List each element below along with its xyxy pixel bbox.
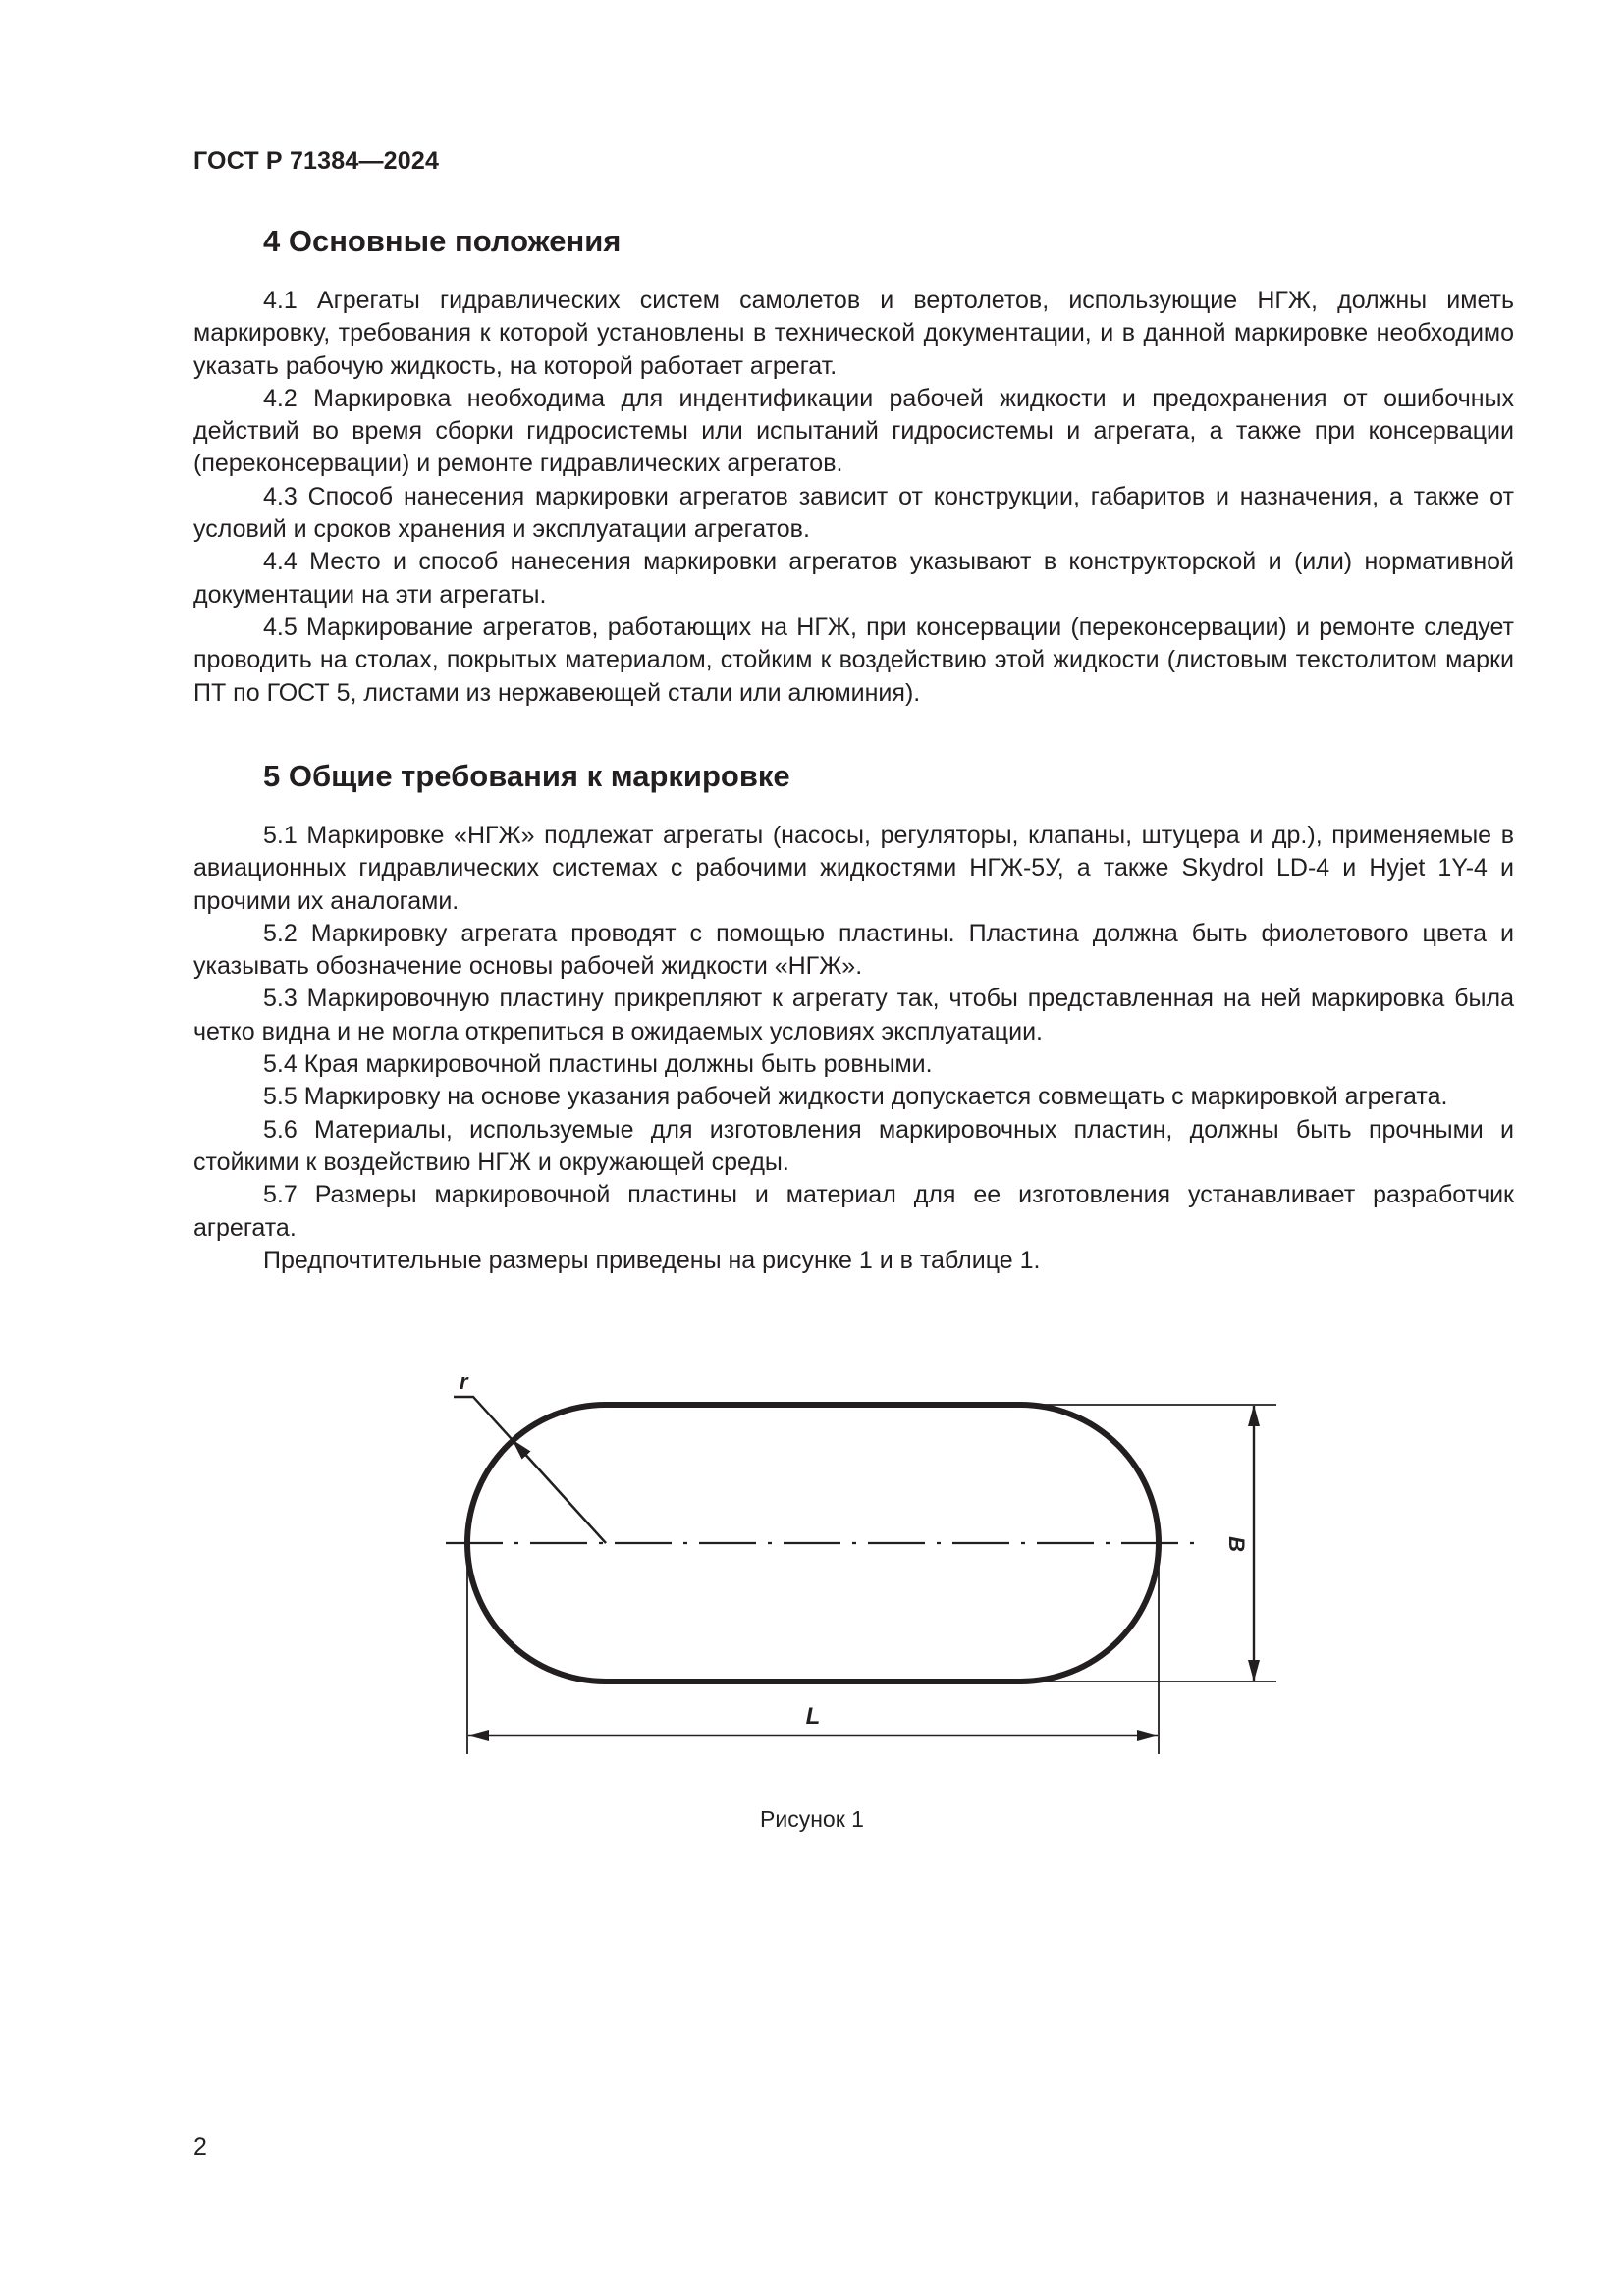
page-number: 2 [193,2133,207,2161]
figure-caption: Рисунок 1 [760,1806,864,1832]
radius-leader-line [454,1397,606,1543]
section-5-body [193,820,1514,1277]
paragraph-5-4: 5.4 Края маркировочной пластины должны быть ровными. [263,1050,933,1079]
document-header: ГОСТ Р 71384—2024 [193,147,440,175]
radius-arrow [513,1440,606,1543]
paragraph-4-3: 4.3 Способ нанесения маркировки агрегатов зависит от конструкции, габаритов и назначения, а также от условий и сроков хранения и эксплуатации агрегатов. [193,482,1514,544]
paragraph-5-1: 5.1 Маркировке «НГЖ» подлежат агрегаты (насосы, регуляторы, клапаны, штуцера и др.), применяемые в авиационных гидравлических системах с рабочими жидкостями НГЖ-5У, а также Skydrol LD-4 и Hyjet 1Y-4 и прочими их аналогами. [193,822,1514,915]
paragraph-5-3: 5.3 Маркировочную пластину прикрепляют к агрегату так, чтобы представленная на ней маркировка была четко видна и не могла открепиться в ожидаемых условиях эксплуатации. [193,985,1514,1045]
paragraph-4-4: 4.4 Место и способ нанесения маркировки агрегатов указывают в конструкторской и (или) нормативной документации на эти агрегаты. [193,548,1514,609]
section-4-body [193,285,1514,710]
section-5-title: 5 Общие требования к маркировке [263,759,790,793]
paragraph-5-5: 5.5 Маркировку на основе указания рабочей жидкости допускается совмещать с маркировкой агрегата. [263,1083,1448,1111]
paragraph-5-7: 5.7 Размеры маркировочной пластины и материал для ее изготовления устанавливает разработчик агрегата. [193,1181,1514,1242]
paragraph-5-6: 5.6 Материалы, используемые для изготовления маркировочных пластин, должны быть прочными и стойкими к воздействию НГЖ и окружающей среды. [193,1115,1514,1176]
paragraph-5-2: 5.2 Маркировку агрегата проводят с помощью пластины. Пластина должна быть фиолетового цвета и указывать обозначение основы рабочей жидкости «НГЖ». [193,919,1514,981]
dimension-l-label: L [805,1703,821,1730]
section-4-title: 4 Основные положения [263,224,622,258]
figure-1-drawing [432,1330,1296,1782]
radius-label: r [460,1369,468,1394]
paragraph-4-1: 4.1 Агрегаты гидравлических систем самолетов и вертолетов, использующие НГЖ, должны иметь маркировку, требования к которой установлены в технической документации, и в данной маркировке необходимо указать рабочую жидкость, на которой работает агрегат. [193,287,1514,380]
dimension-b-label: B [1224,1536,1249,1552]
paragraph-4-2: 4.2 Маркировка необходима для индентификации рабочей жидкости и предохранения от ошибочных действий во время сборки гидросистемы или испытаний гидросистемы и агрегата, а также при консервации (переконсервации) и ремонте гидравлических агрегатов. [193,384,1514,478]
paragraph-figure-reference: Предпочтительные размеры приведены на рисунке 1 и в таблице 1. [263,1246,1041,1274]
paragraph-4-5: 4.5 Маркирование агрегатов, работающих на НГЖ, при консервации (переконсервации) и ремонте следует проводить на столах, покрытых материалом, стойким к воздействию этой жидкости (листовым текстолитом марки ПТ по ГОСТ 5, листами из нержавеющей стали или алюминия). [193,613,1514,707]
